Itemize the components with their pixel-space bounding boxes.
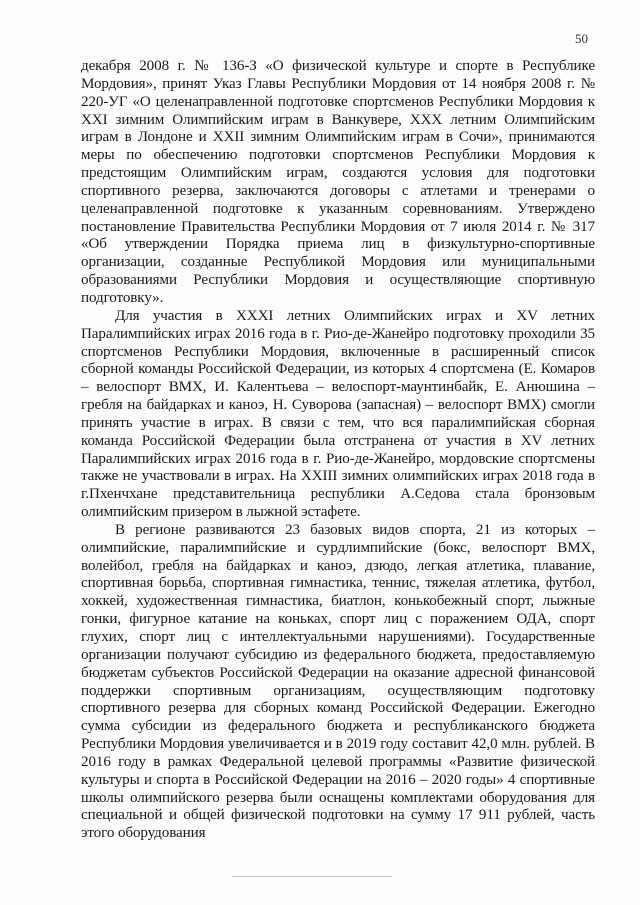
paragraph-legal-acts: декабря 2008 г. № 136-З «О физической культуре и спорте в Республике Мордовия», принят Указ Главы Республики Мордовия от 14 ноября 2008 г. № 220-УГ «О целенаправленной подготовке спортсменов Республики Мордовия к XXI зимним Олимпийским играм в Ванкувере, XXX летним Олимпийским играм в Лондоне и XXII зимним Олимпийским играм в Сочи», принимаются меры по обеспечению подготовки спортсменов Республики Мордовия к предстоящим Олимпийским играм, создаются условия для подготовки спортивного резерва, заключаются договоры с атлетами и тренерами о целенаправленной подготовке к указанным соревнованиям. Утверждено постановление Правительства Республики Мордовия от 7 июля 2014 г. № 317 «Об утверждении Порядка приема лиц в физкультурно-спортивные организации, созданные Республикой Мордовия или муниципальными образованиями Республики Мордовия и осуществляющие спортивную подготовку». [81,58,595,306]
paragraph-sports-development: В регионе развиваются 23 базовых видов спорта, 21 из которых – олимпийские, паралимпийские и сурдлимпийские (бокс, велоспорт ВМХ, волейбол, гребля на байдарках и каноэ, дзюдо, легкая атлетика, плавание, спортивная борьба, спортивная гимнастика, теннис, тяжелая атлетика, футбол, хоккей, художественная гимнастика, биатлон, конькобежный спорт, лыжные гонки, фигурное катание на коньках, спорт лиц с поражением ОДА, спорт глухих, спорт лиц с интеллектуальными нарушениями). Государственные организации получают субсидию из федерального бюджета, предоставляемую бюджетам субъектов Российской Федерации на оказание адресной финансовой поддержки спортивным организациям, осуществляющим подготовку спортивного резерва для сборных команд Российской Федерации. Ежегодно сумма субсидии из федерального бюджета и республиканского бюджета Республики Мордовия увеличивается и в 2019 году составит 42,0 млн. рублей. В 2016 году в рамках Федеральной целевой программы «Развитие физической культуры и спорта в Российской Федерации на 2016 – 2020 годы» 4 спортивные школы олимпийского резерва были оснащены комплектами оборудования для специальной и общей физической подготовки на сумму 17 911 рублей, часть этого оборудования [81,521,595,842]
scan-line [232,876,392,877]
document-body [81,58,595,843]
page-number: 50 [575,31,588,46]
paragraph-olympic-participation: Для участия в XXXI летних Олимпийских играх и XV летних Паралимпийских играх 2016 года в г. Рио-де-Жанейро подготовку проходили 35 спортсменов Республики Мордовия, включенные в расширенный список сборной команды Российской Федерации, из которых 4 спортсмена (Е. Комаров – велоспорт ВМХ, И. Калентьева – велоспорт-маунтинбайк, Е. Анюшина – гребля на байдарках и каноэ, Н. Суворова (запасная) – велоспорт ВМХ) смогли принять участие в играх. В связи с тем, что вся паралимпийская сборная команда Российской Федерации была отстранена от участия в XV летних Паралимпийских играх 2016 года в г. Рио-де-Жанейро, мордовские спортсмены также не участвовали в играх. На XXIII зимних олимпийских играх 2018 года в г.Пхенчхане представительница республики А.Седова стала бронзовым олимпийским призером в лыжной эстафете. [81,307,595,521]
